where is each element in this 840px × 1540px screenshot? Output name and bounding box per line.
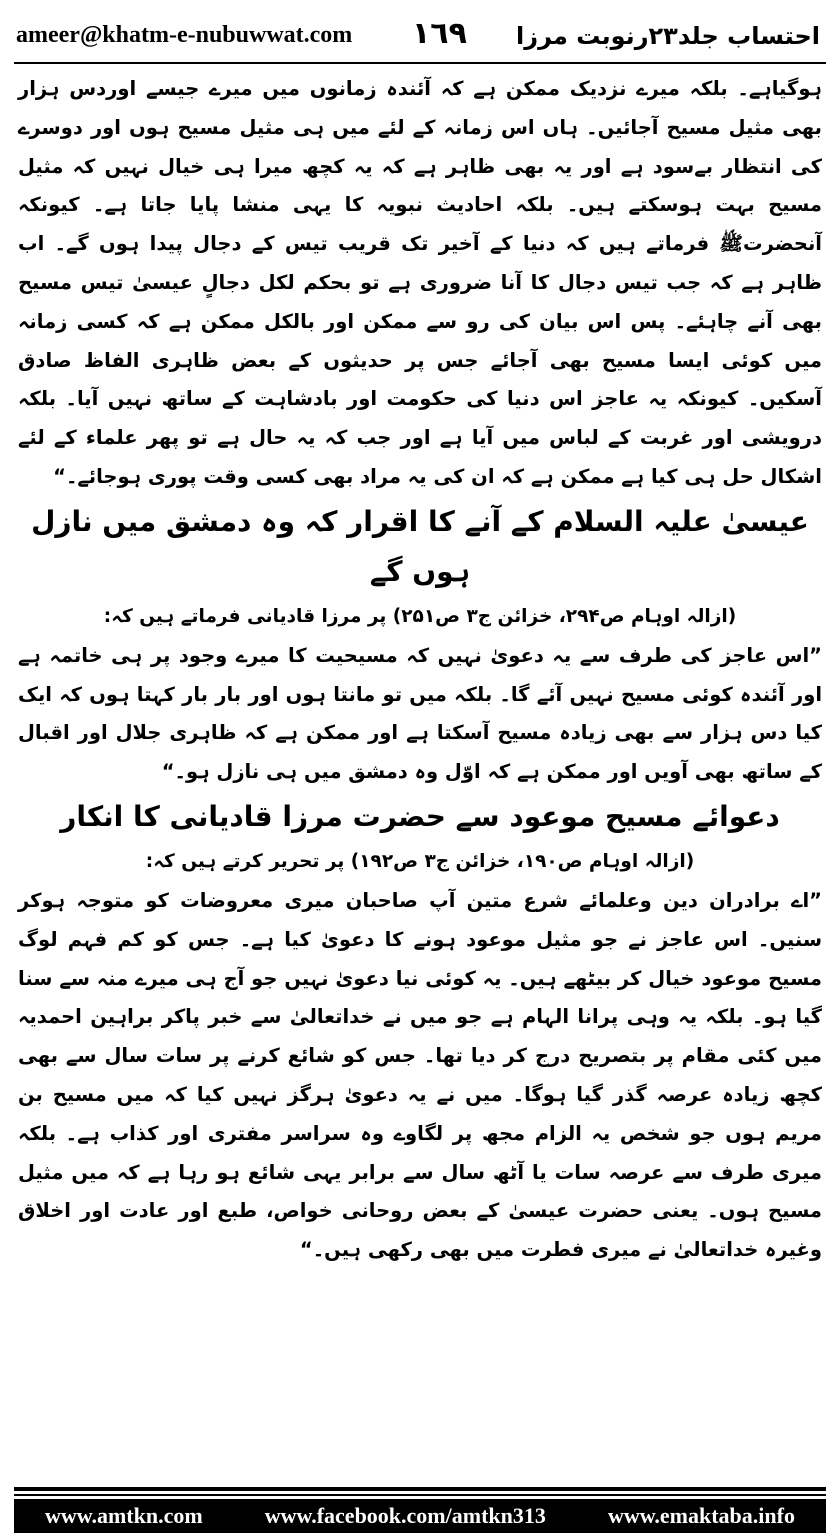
section-heading-2: دعوائے مسیح موعود سے حضرت مرزا قادیانی کا انکار bbox=[60, 799, 780, 833]
header-email: ameer@khatm-e-nubuwwat.com bbox=[16, 22, 353, 48]
footer-link-facebook[interactable]: www.facebook.com/amtkn313 bbox=[264, 1503, 546, 1528]
footer-link-amtkn[interactable]: www.amtkn.com bbox=[45, 1503, 203, 1528]
paragraph-1: ہوگیاہے۔ بلکہ میرے نزدیک ممکن ہے کہ آئندہ زمانوں میں میرے جیسے اوردس ہزار بھی مثیل مسیح آجائیں۔ ہاں اس زمانہ کے لئے میں ہی مثیل مسیح ہوں اور دوسرے کی انتظار بےسود ہے اور یہ بھی ظاہر ہے کہ یہ کچھ میرا ہی خیال نہیں کہ مثیل مسیح بہت ہوسکتے ہیں۔ بلکہ احادیث نبویہ کا یہی منشا پایا جاتا ہے۔ کیونکہ آنحضرتﷺ فرماتے ہیں کہ دنیا کے آخیر تک قریب تیس کے دجال پیدا ہوں گے۔ اب ظاہر ہے کہ جب تیس دجال کا آنا ضروری ہے تو بحکم لکل دجالٍ عیسیٰ تیس مسیح بھی آنے چاہئے۔ پس اس بیان کی رو سے ممکن اور بالکل ممکن ہے کہ کسی زمانہ میں کوئی ایسا مسیح بھی آجائے جس پر حدیثوں کے بعض ظاہری الفاظ صادق آسکیں۔ کیونکہ یہ عاجز اس دنیا کی حکومت اور بادشاہت کے ساتھ نہیں آیا۔ بلکہ درویشی اور غربت کے لباس میں آیا ہے اور جب کہ یہ حال ہے تو پھر علماء کے لئے اشکال حل ہی کیا ہے ممکن ہے کہ ان کی یہ مراد بھی کسی وقت پوری ہوجائے۔“ bbox=[18, 77, 822, 488]
paragraph-2: ”اس عاجز کی طرف سے یہ دعویٰ نہیں کہ مسیحیت کا میرے وجود پر ہی خاتمہ ہے اور آئندہ کوئی مسیح نہیں آئے گا۔ بلکہ میں تو مانتا ہوں اور بار بار کہتا ہوں کہ ایک کیا دس ہزار سے بھی زیادہ مسیح آسکتا ہے اور ممکن ہے کہ ظاہری جلال اور اقبال کے ساتھ بھی آویں اور ممکن ہے کہ اوّل وہ دمشق میں ہی نازل ہو۔“ bbox=[18, 643, 822, 784]
footer-divider-thick bbox=[14, 1487, 826, 1491]
footer-links-bar bbox=[14, 1499, 826, 1533]
book-title: احتساب جلد۲۳رنوبت مرزا bbox=[516, 22, 820, 50]
citation-1: (ازالہ اوہام ص۲۹۴، خزائن ج۳ ص۲۵۱) پر مرزا قادیانی فرماتے ہیں کہ: bbox=[103, 605, 737, 627]
header-divider bbox=[14, 62, 826, 64]
footer-link-emaktaba[interactable]: www.emaktaba.info bbox=[607, 1503, 795, 1528]
paragraph-3: ”اے برادران دین وعلمائے شرع متین آپ صاحبان میری معروضات کو متوجہ ہوکر سنیں۔ اس عاجز نے جو مثیل موعود ہونے کا دعویٰ کیا ہے۔ جس کو کم فہم لوگ مسیح موعود خیال کر بیٹھے ہیں۔ یہ کوئی نیا دعویٰ نہیں جو آج ہی میرے منہ سے سنا گیا ہو۔ بلکہ یہ وہی پرانا الہام ہے جو میں نے خداتعالیٰ سے خبر پاکر براہین احمدیہ میں کئی مقام پر بتصریح درج کر دیا تھا۔ جس کو شائع کرنے پر سات سال سے بھی کچھ زیادہ عرصہ گذر گیا ہوگا۔ میں نے یہ دعویٰ ہرگز نہیں کیا کہ میں مسیح بن مریم ہوں جو شخص یہ الزام مجھ پر لگاوے وہ سراسر مفتری اور کذاب ہے۔ بلکہ میری طرف سے عرصہ سات یا آٹھ سال سے برابر یہی شائع ہو رہا ہے کہ میں مثیل مسیح ہوں۔ یعنی حضرت عیسیٰ کے بعض روحانی خواص، طبع اور عادت اور اخلاق وغیرہ خداتعالیٰ نے میری فطرت میں بھی رکھی ہیں۔“ bbox=[18, 888, 822, 1262]
page-number: ١٦٩ bbox=[412, 16, 467, 51]
footer-divider-thin bbox=[14, 1494, 826, 1496]
page-header bbox=[16, 18, 824, 66]
section-heading-1: عیسیٰ علیہ السلام کے آنے کا اقرار کہ وہ دمشق میں نازل ہوں گے bbox=[31, 504, 809, 588]
page-footer bbox=[14, 1487, 826, 1537]
page-body bbox=[18, 70, 822, 1270]
citation-2: (ازالہ اوہام ص۱۹۰، خزائن ج۳ ص۱۹۲) پر تحریر کرتے ہیں کہ: bbox=[145, 850, 695, 872]
